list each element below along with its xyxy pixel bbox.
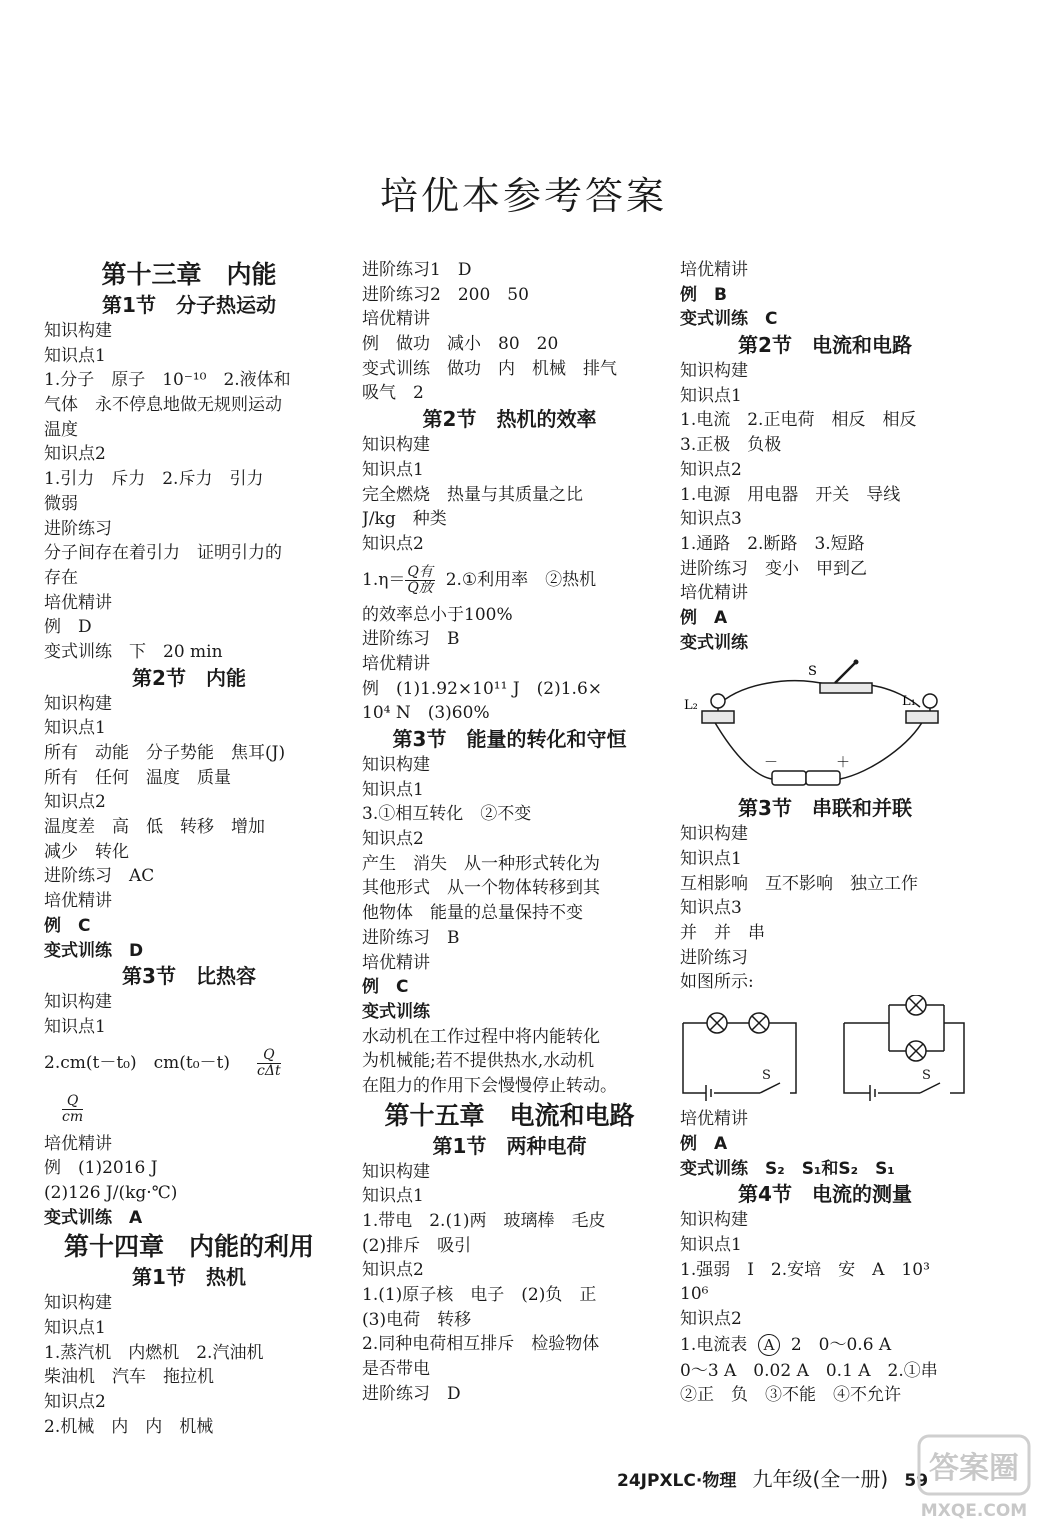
- label: 知识构建: [44, 321, 112, 341]
- numerator: Q有: [407, 563, 433, 580]
- page-footer: [617, 1463, 928, 1492]
- label: 知识点1: [44, 1318, 106, 1338]
- answer-line: J/kg 种类: [362, 509, 447, 530]
- denominator: Q放: [407, 579, 433, 596]
- answer-line: 在阻力的作用下会慢慢停止转动。: [362, 1075, 617, 1096]
- denominator: cΔt: [257, 1062, 281, 1079]
- denominator: cm: [62, 1108, 84, 1125]
- answer-line: 1.带电 2.(1)两 玻璃棒 毛皮: [362, 1211, 606, 1231]
- label: 培优精讲: [680, 1109, 748, 1130]
- section-heading: 第3节 能量的转化和守恒: [392, 727, 627, 751]
- watermark-logo: [916, 1430, 1034, 1524]
- answer-line: 进阶练习 D: [362, 1383, 461, 1404]
- label: 知识点2: [362, 533, 424, 554]
- answer-line: 1.通路 2.断路 3.短路: [680, 533, 865, 554]
- answer-line: 存在: [44, 567, 78, 588]
- switch-label: S: [808, 664, 817, 680]
- watermark-text: 答案圈: [929, 1451, 1019, 1486]
- label: 知识点1: [44, 1016, 106, 1037]
- battery-icon: [772, 771, 840, 785]
- answer-line: 例 (1)1.92×10¹¹ J (2)1.6×: [362, 678, 603, 699]
- circuit-diagrams: [680, 995, 970, 1107]
- label: 培优精讲: [362, 952, 430, 973]
- label: 知识构建: [362, 435, 430, 456]
- bulb-label-l2: L₂: [684, 698, 698, 714]
- answer-line: 1.蒸汽机 内燃机 2.汽油机: [44, 1342, 264, 1363]
- section-heading: 第2节 电流和电路: [738, 333, 912, 358]
- switch-icon: [820, 660, 872, 694]
- section-heading: 第2节 内能: [132, 665, 246, 690]
- formula-line: [362, 557, 657, 603]
- numerator: Q: [257, 1048, 281, 1064]
- answer-line: 温度: [44, 419, 78, 440]
- battery-positive-label: ＋: [836, 755, 850, 772]
- answer-line: 1.分子 原子 10⁻¹⁰ 2.液体和: [44, 370, 291, 391]
- label: 培优精讲: [362, 309, 430, 330]
- answer-line: 例 A: [680, 607, 728, 628]
- label: 培优精讲: [44, 1133, 112, 1154]
- answer-column-1: [44, 258, 334, 1439]
- chapter-heading: 第十三章 内能: [101, 260, 277, 289]
- chapter-heading: 第十五章 电流和电路: [384, 1100, 635, 1130]
- answer-line: 进阶练习 变小 甲到乙: [680, 558, 867, 579]
- label: 知识点1: [44, 345, 106, 366]
- label: 培优精讲: [362, 653, 430, 674]
- answer-line: 进阶练习2 200 50: [362, 284, 529, 305]
- answer-line: 1.电源 用电器 开关 导线: [680, 484, 901, 505]
- answer-line: 分子间存在着引力 证明引力的: [44, 543, 282, 564]
- answer-line: 10⁶: [680, 1284, 709, 1305]
- answer-line: (3)电荷 转移: [362, 1309, 472, 1330]
- label: 知识点2: [44, 1392, 106, 1413]
- parallel-circuit: [844, 995, 964, 1101]
- answer-line: 变式训练 做功 内 机械 排气: [362, 358, 617, 379]
- answer-line: 变式训练 下 20 min: [44, 641, 223, 662]
- bulb-label-l1: L₁: [902, 694, 916, 710]
- section-heading: 第3节 比热容: [122, 964, 256, 989]
- label: 知识点2: [680, 1308, 742, 1329]
- formula-text: 1.η＝: [362, 569, 406, 590]
- answer-column-3: [680, 258, 970, 1408]
- formula-line: [44, 1040, 334, 1086]
- battery-negative-label: －: [764, 755, 778, 772]
- label: 知识点3: [680, 509, 742, 530]
- switch-label: S: [922, 1068, 931, 1084]
- answer-line: 2.同种电荷相互排斥 检验物体: [362, 1334, 600, 1355]
- label: 知识构建: [44, 992, 112, 1013]
- label: 知识点2: [680, 459, 742, 480]
- section-heading: 第1节 热机: [132, 1265, 246, 1290]
- formula-text: 2.cm(t－t₀) cm(t₀－t): [44, 1052, 230, 1073]
- answer-line: 气体 永不停息地做无规则运动: [44, 395, 282, 416]
- answer-line: (2)排斥 吸引: [362, 1235, 472, 1256]
- answer-column-2: [362, 258, 657, 1407]
- answer-line: 1.电流 2.正电荷 相反 相反: [680, 410, 917, 431]
- answer-line: 进阶练习 B: [362, 927, 460, 948]
- label: 知识点1: [362, 1186, 424, 1207]
- fraction: [405, 565, 434, 596]
- label: 知识点1: [680, 1234, 742, 1255]
- answer-line: (2)126 J/(kg·℃): [44, 1182, 178, 1203]
- answer-line: 1.强弱 I 2.安培 安 A 10³: [680, 1259, 930, 1280]
- fraction: [62, 1094, 83, 1125]
- label: 知识构建: [44, 1293, 112, 1314]
- answer-line: 例 C: [44, 915, 91, 936]
- label: 知识点1: [44, 718, 106, 739]
- answer-line: 所有 任何 温度 质量: [44, 767, 231, 788]
- answer-line: 1.(1)原子核 电子 (2)负 正: [362, 1285, 597, 1306]
- label: 变式训练: [680, 632, 748, 653]
- section-heading: 第3节 串联和并联: [738, 796, 912, 821]
- page-title: 培优本参考答案: [379, 174, 667, 218]
- watermark-url: MXQE.COM: [920, 1501, 1028, 1521]
- answer-line: 0～3 A 0.02 A 0.1 A 2.①串: [680, 1360, 938, 1381]
- chapter-heading: 第十四章 内能的利用: [63, 1232, 314, 1262]
- answer-line: 他物体 能量的总量保持不变: [362, 903, 583, 924]
- answer-line: 例 做功 减小 80 20: [362, 334, 559, 355]
- label: 培优精讲: [44, 592, 112, 613]
- grade-label: 九年级(全一册): [752, 1467, 889, 1491]
- label: 知识点1: [362, 459, 424, 480]
- label: 知识点3: [680, 898, 742, 919]
- answer-line: 的效率总小于100%: [362, 604, 513, 625]
- label: 培优精讲: [680, 260, 748, 280]
- answer-line: 变式训练 A: [44, 1207, 143, 1228]
- label: 知识点1: [680, 385, 742, 406]
- answer-line: 例 C: [362, 977, 409, 998]
- answer-line: 并 并 串: [680, 923, 765, 944]
- label: 进阶练习: [44, 518, 112, 539]
- label: 知识点1: [362, 779, 424, 800]
- label: 知识点2: [44, 792, 106, 813]
- ammeter-symbol-icon: A: [758, 1334, 780, 1356]
- answer-line: 进阶练习 AC: [44, 866, 155, 887]
- fraction: [257, 1048, 281, 1079]
- page-number: 59: [904, 1471, 929, 1491]
- label: 知识点2: [362, 829, 424, 850]
- answer-line: 减少 转化: [44, 841, 129, 862]
- book-code: 24JPXLC·物理: [617, 1471, 737, 1491]
- label: 培优精讲: [44, 891, 112, 912]
- answer-line: 完全燃烧 热量与其质量之比: [362, 484, 583, 505]
- label: 知识构建: [44, 693, 112, 714]
- answer-line: 其他形式 从一个物体转移到其: [362, 878, 600, 899]
- answer-line: 为机械能;若不提供热水,水动机: [362, 1051, 595, 1072]
- answer-line: 所有 动能 分子势能 焦耳(J): [44, 743, 286, 763]
- answer-line: 产生 消失 从一种形式转化为: [362, 853, 600, 874]
- answer-line: 变式训练 D: [44, 940, 144, 961]
- answer-line: 变式训练 C: [680, 309, 778, 330]
- series-circuit: [683, 1013, 796, 1101]
- label: 进阶练习: [680, 947, 748, 968]
- answer-line: 柴油机 汽车 拖拉机: [44, 1367, 214, 1388]
- answer-line: 例 D: [44, 617, 92, 638]
- answer-line: 进阶练习 B: [362, 629, 460, 650]
- switch-label: S: [762, 1068, 771, 1084]
- answer-line: 1.引力 斥力 2.斥力 引力: [44, 469, 264, 490]
- answer-line: 例 (1)2016 J: [44, 1158, 158, 1179]
- answer-line: 3.正极 负极: [680, 435, 782, 456]
- answer-text: 1.电流表: [680, 1334, 748, 1355]
- answer-line: 微弱: [44, 493, 78, 514]
- label: 变式训练: [362, 1001, 430, 1022]
- answer-line: 如图所示:: [680, 972, 754, 993]
- numerator: Q: [62, 1094, 83, 1110]
- section-heading: 第1节 分子热运动: [102, 293, 276, 317]
- label: 知识构建: [362, 755, 430, 775]
- circuit-diagram-real: [680, 655, 960, 795]
- answer-line: 3.①相互转化 ②不变: [362, 804, 532, 825]
- label: 知识构建: [680, 361, 748, 382]
- label: 培优精讲: [680, 583, 748, 604]
- answer-line: 互相影响 互不影响 独立工作: [680, 873, 918, 894]
- label: 知识点2: [44, 444, 106, 465]
- section-heading: 第1节 两种电荷: [432, 1133, 587, 1158]
- answer-line: 例 B: [680, 284, 727, 305]
- label: 知识构建: [362, 1161, 430, 1182]
- answer-line: 变式训练 S₂ S₁和S₂ S₁: [680, 1158, 895, 1179]
- bulb-icon: [702, 694, 734, 723]
- answer-line: 吸气 2: [362, 383, 424, 404]
- formula-text: 2.①利用率 ②热机: [445, 569, 597, 590]
- section-heading: 第2节 热机的效率: [422, 407, 597, 432]
- section-heading: 第4节 电流的测量: [738, 1182, 912, 1207]
- answer-line: 温度差 高 低 转移 增加: [44, 817, 265, 838]
- label: 知识点1: [680, 849, 742, 869]
- answer-line: 进阶练习1 D: [362, 260, 472, 280]
- answer-line: 水动机在工作过程中将内能转化: [362, 1026, 600, 1047]
- label: 知识点2: [362, 1260, 424, 1281]
- answer-text: 2 0～0.6 A: [790, 1334, 892, 1355]
- answer-line: 是否带电: [362, 1359, 430, 1380]
- answer-line: [680, 1332, 970, 1359]
- answer-line: 例 A: [680, 1133, 728, 1154]
- formula-line: [44, 1086, 334, 1132]
- answer-line: 2.机械 内 内 机械: [44, 1416, 214, 1437]
- label: 知识构建: [680, 1210, 748, 1231]
- answer-line: ②正 负 ③不能 ④不允许: [680, 1385, 901, 1406]
- label: 知识构建: [680, 824, 748, 845]
- answer-line: 10⁴ N (3)60%: [362, 703, 490, 724]
